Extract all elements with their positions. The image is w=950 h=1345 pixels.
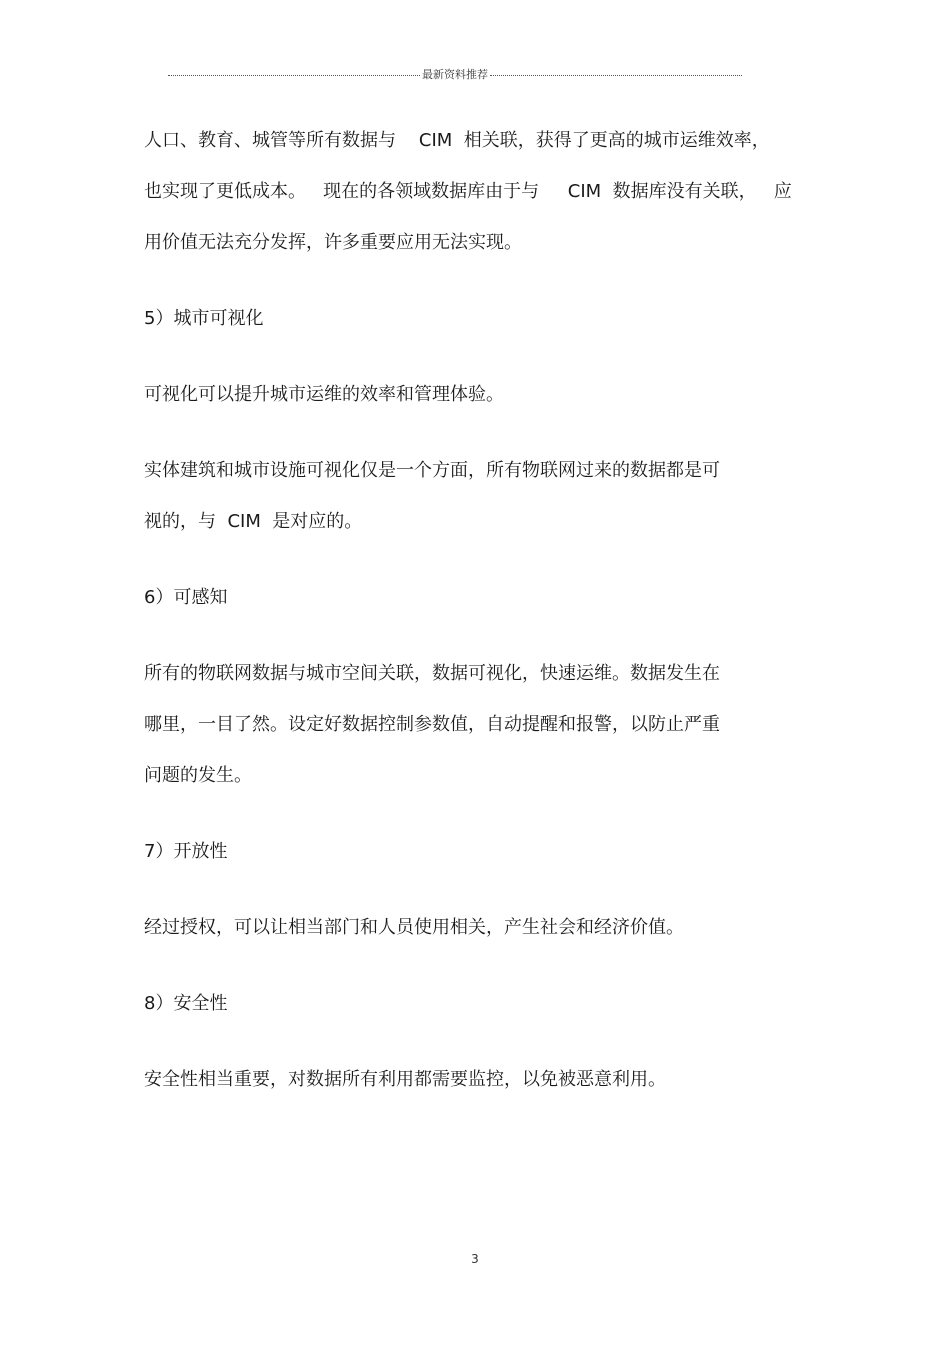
page-header (168, 66, 742, 82)
text-line: 所有的物联网数据与城市空间关联，数据可视化，快速运维。数据发生在 (144, 663, 720, 684)
text-line: 经过授权，可以让相当部门和人员使用相关，产生社会和经济价值。 (144, 917, 684, 938)
text-line: 视的，与 CIM 是对应的。 (144, 511, 363, 532)
section-heading: 8）安全性 (144, 993, 228, 1014)
text-line: 哪里，一目了然。设定好数据控制参数值，自动提醒和报警，以防止严重 (144, 714, 720, 735)
text-line: 人口、教育、城管等所有数据与 CIM 相关联，获得了更高的城市运维效率， (144, 130, 770, 151)
text-line: 问题的发生。 (144, 765, 252, 786)
header-title: 最新资料推荐 (422, 68, 488, 81)
text-line: 可视化可以提升城市运维的效率和管理体验。 (144, 384, 504, 405)
text-line: 安全性相当重要，对数据所有利用都需要监控，以免被恶意利用。 (144, 1069, 666, 1090)
page-number: 3 (471, 1252, 479, 1266)
text-line: 用价值无法充分发挥，许多重要应用无法实现。 (144, 232, 522, 253)
header-dotted-rule-right (490, 75, 742, 76)
text-line: 也实现了更低成本。 现在的各领域数据库由于与 CIM 数据库没有关联， 应 (144, 181, 792, 202)
section-heading: 5）城市可视化 (144, 308, 264, 329)
section-heading: 7）开放性 (144, 841, 228, 862)
header-dotted-rule-left (168, 75, 420, 76)
text-line: 实体建筑和城市设施可视化仅是一个方面，所有物联网过来的数据都是可 (144, 460, 720, 481)
section-heading: 6）可感知 (144, 587, 228, 608)
